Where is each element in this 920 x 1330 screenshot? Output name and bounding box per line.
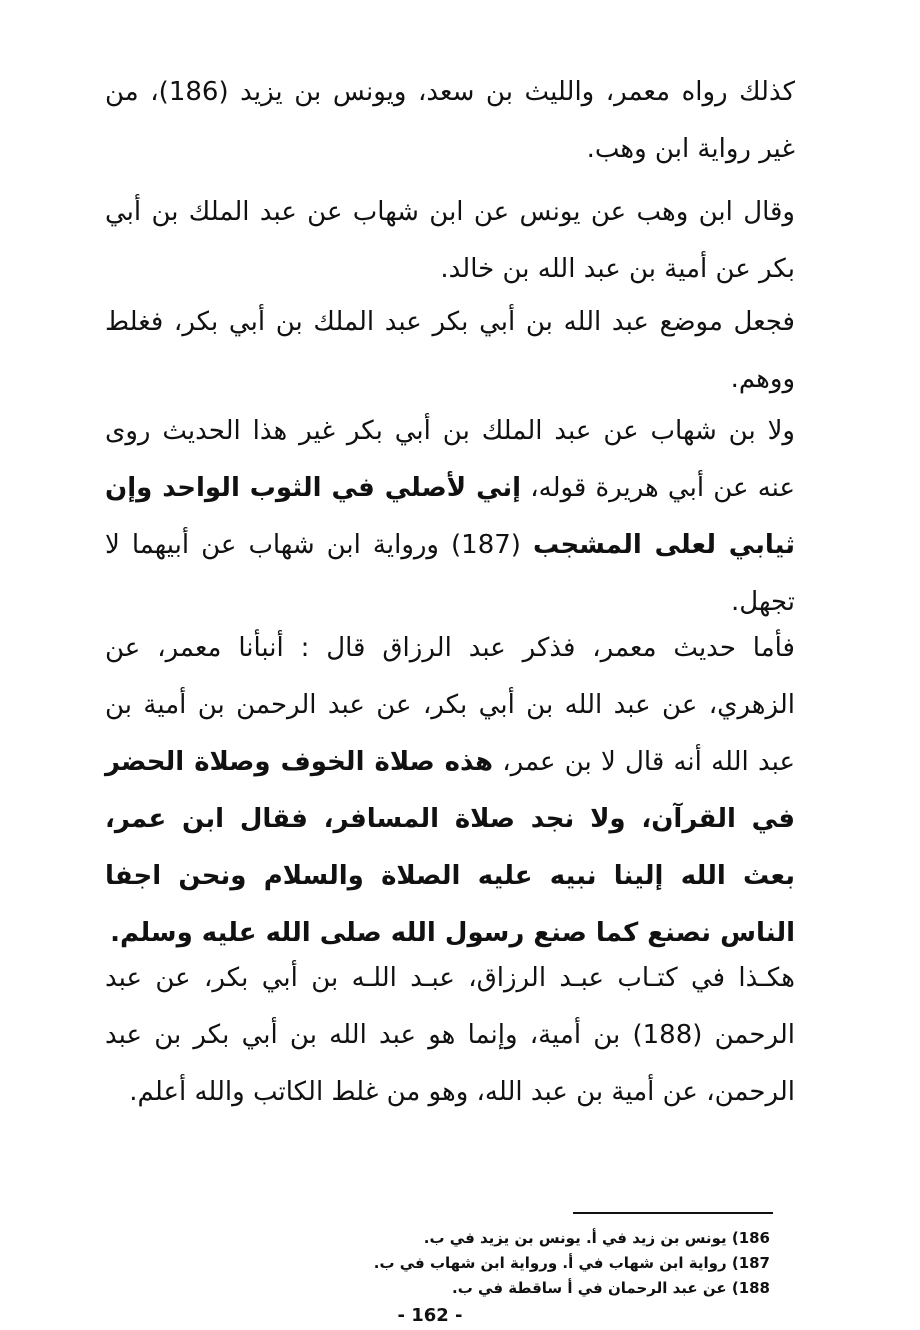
footnote-186: 186) يونس بن زيد في أ. يونس بن يزيد في ب. [423,1229,770,1247]
paragraph-3-text: فجعل موضع عبد الله بن أبي بكر عبد الملك بن أبي بكر، فغلط ووهم. [105,307,795,394]
paragraph-1-text: كذلك رواه معمر، والليث بن سعد، ويونس بن يزيد (186)، من غير رواية ابن وهب. [105,77,795,164]
footnote-188: 188) عن عبد الرحمان في أ ساقطة في ب. [452,1279,770,1297]
footnotes [300,1226,770,1301]
paragraph-6-text: هكـذا في كتـاب عبـد الرزاق، عبـد اللـه بن أبي بكر، عن عبد الرحمن (188) بن أمية، وإنما هو عبد الله بن أبي بكر بن عبد الرحمن، عن أمية بن عبد الله، وهو من غلط الكاتب والله أعلم. [105,963,795,1107]
footnote-187: 187) رواية ابن شهاب في أ. ورواية ابن شهاب في ب. [373,1254,770,1272]
paragraph-4-quote: إني لأصلي في الثوب الواحد وإن ثيابي لعلى المشجب [105,473,795,560]
paragraph-4-text-b: (187) ورواية ابن شهاب عن أبيهما لا تجهل. [105,530,795,617]
paragraph-5-quote: هذه صلاة الخوف وصلاة الحضر في القرآن، ولا نجد صلاة المسافر، فقال ابن عمر، بعث الله إلينا نبيه عليه الصلاة والسلام ونحن اجفا الناس نصنع كما صنع رسول الله صلى الله عليه وسلم. [105,747,795,948]
paragraph-5 [105,620,795,962]
paragraph-1 [105,64,795,178]
paragraph-2 [105,184,795,298]
paragraph-4 [105,403,795,631]
paragraph-3 [105,294,795,408]
page-number: - 162 - [397,1305,463,1326]
paragraph-4-text-a: ولا بن شهاب عن عبد الملك بن أبي بكر غير هذا الحديث روى عنه عن أبي هريرة قوله، [105,416,795,503]
paragraph-6 [105,950,795,1121]
paragraph-2-text: وقال ابن وهب عن يونس عن ابن شهاب عن عبد الملك بن أبي بكر عن أمية بن عبد الله بن خالد. [105,197,795,284]
paragraph-5-text: فأما حديث معمر، فذكر عبد الرزاق قال : أنبأنا معمر، عن الزهري، عن عبد الله بن أبي بكر، عن عبد الرحمن بن أمية بن عبد الله أنه قال لا بن عمر، [105,633,795,777]
footnote-separator [573,1212,773,1214]
